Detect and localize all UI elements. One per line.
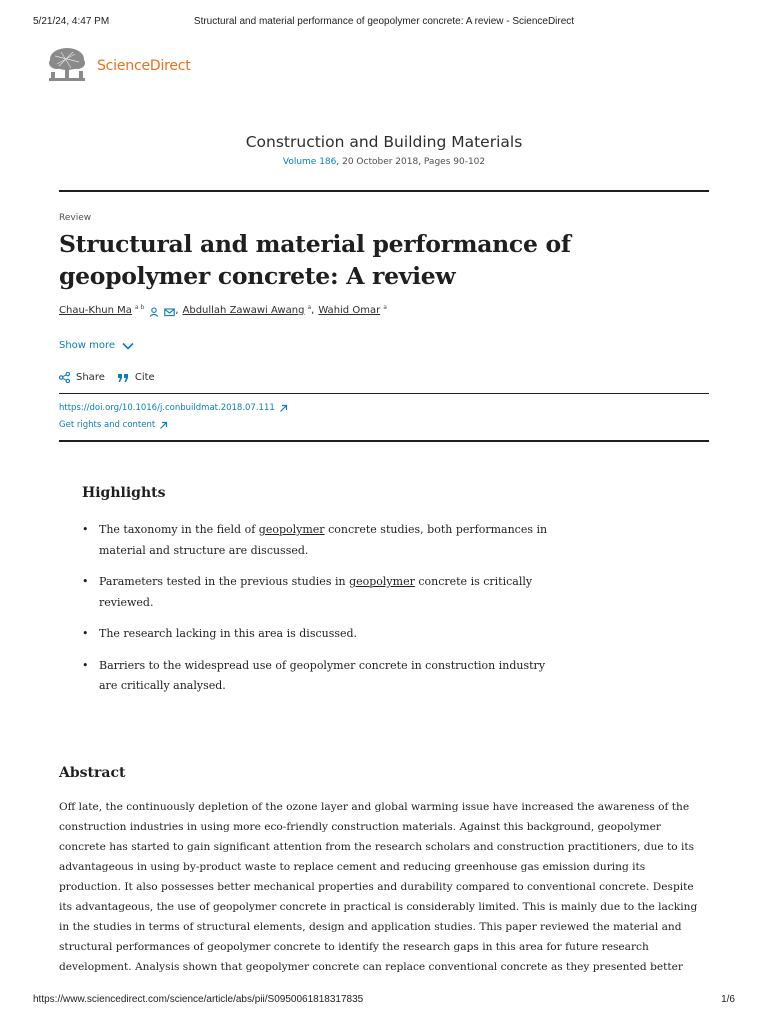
elsevier-tree-icon [45, 46, 89, 86]
share-label: Share [76, 372, 105, 383]
article-type: Review [59, 213, 92, 223]
author-list [59, 305, 387, 317]
author-affiliation[interactable]: a [383, 304, 387, 311]
highlight-text: The taxonomy in the field of [99, 523, 259, 536]
print-datetime: 5/21/24, 4:47 PM [33, 16, 110, 27]
bullet: • [82, 658, 89, 672]
bullet: • [82, 523, 89, 536]
abstract-heading: Abstract [59, 765, 126, 781]
brand-name: ScienceDirect [97, 58, 191, 74]
author-affiliation[interactable]: a [307, 304, 312, 311]
share-button[interactable] [59, 372, 105, 383]
doi-link[interactable] [59, 403, 288, 413]
rights-link[interactable] [59, 420, 168, 430]
divider [59, 440, 709, 442]
divider [59, 393, 709, 394]
external-link-icon [159, 421, 168, 430]
print-footer [33, 994, 735, 1005]
highlight-text: The research lacking in this area is discussed. [99, 627, 358, 640]
quote-icon [117, 373, 129, 383]
print-page-title: Structural and material performance of geopolymer concrete: A review - ScienceDirect [193, 16, 575, 27]
author-link[interactable]: Chau-Khun Ma [59, 305, 132, 316]
rights-text: Get rights and content [59, 420, 156, 430]
highlights-list [82, 520, 552, 708]
highlights-heading: Highlights [82, 485, 166, 501]
topic-link[interactable]: geopolymer [258, 523, 325, 536]
external-link-icon [279, 404, 288, 413]
article-title: Structural and material performance of geopolymer concrete: A review [59, 230, 571, 290]
highlight-item [82, 656, 552, 697]
highlight-item [82, 624, 552, 645]
highlight-text: concrete is critically reviewed. [99, 575, 533, 609]
email-icon[interactable] [164, 307, 175, 317]
cite-label: Cite [134, 372, 155, 383]
highlight-text: Barriers to the widespread use of geopolymer concrete in construction industry are critically analysed. [99, 658, 546, 692]
cite-button[interactable] [117, 372, 155, 383]
divider [59, 190, 709, 192]
article-actions [59, 372, 167, 383]
volume-info [0, 157, 768, 167]
sciencedirect-logo[interactable] [45, 46, 191, 86]
topic-link[interactable]: geopolymer [349, 575, 415, 588]
highlight-text: Parameters tested in the previous studies in [99, 575, 350, 588]
highlight-text: concrete studies, both performances in material and structure are discussed. [99, 523, 548, 557]
volume-link[interactable]: Volume 186 [282, 157, 337, 167]
author-affiliation[interactable]: a b [134, 304, 145, 311]
author-separator: , [175, 305, 179, 316]
print-page-number: 1/6 [721, 994, 735, 1005]
bullet: • [82, 627, 89, 640]
author-separator: , [311, 305, 315, 316]
author-link[interactable]: Abdullah Zawawi Awang [182, 305, 305, 316]
abstract-text: Off late, the continuously depletion of the ozone layer and global warming issue have increased the awareness of the construction industries in using more eco-friendly construction materials. Against this background, geopolymer concrete has started to gain significant attention from the research scholars and construction practitioners, due to its advantageous in using by-product waste to replace cement and reducing greenhouse gas emission during its production. It also possesses better mechanical properties and durability compared to conventional concrete. Despite its advantageous, the use of geopolymer concrete in practical is considerably limited. This is mainly due to the lacking in the studies in terms of structural elements, design and application studies. This paper reviewed the material and structural performances of geopolymer concrete to identify the research gaps in this area for future research development. Analysis shown that geopolymer concrete can replace conventional concrete as they presented better [59, 801, 698, 973]
person-icon[interactable] [149, 307, 159, 317]
bullet: • [82, 575, 89, 588]
author-link[interactable]: Wahid Omar [318, 305, 381, 316]
print-url: https://www.sciencedirect.com/science/article/abs/pii/S0950061818317835 [33, 994, 364, 1005]
highlight-item [82, 520, 552, 561]
volume-details: , 20 October 2018, Pages 90-102 [336, 157, 486, 167]
journal-name[interactable]: Construction and Building Materials [245, 133, 523, 151]
share-icon [59, 372, 70, 383]
doi-text: https://doi.org/10.1016/j.conbuildmat.2018.07.111 [59, 403, 275, 413]
show-more-label: Show more [59, 340, 116, 351]
show-more-button[interactable] [59, 340, 134, 351]
highlight-item [82, 572, 552, 613]
chevron-down-icon [122, 342, 134, 350]
